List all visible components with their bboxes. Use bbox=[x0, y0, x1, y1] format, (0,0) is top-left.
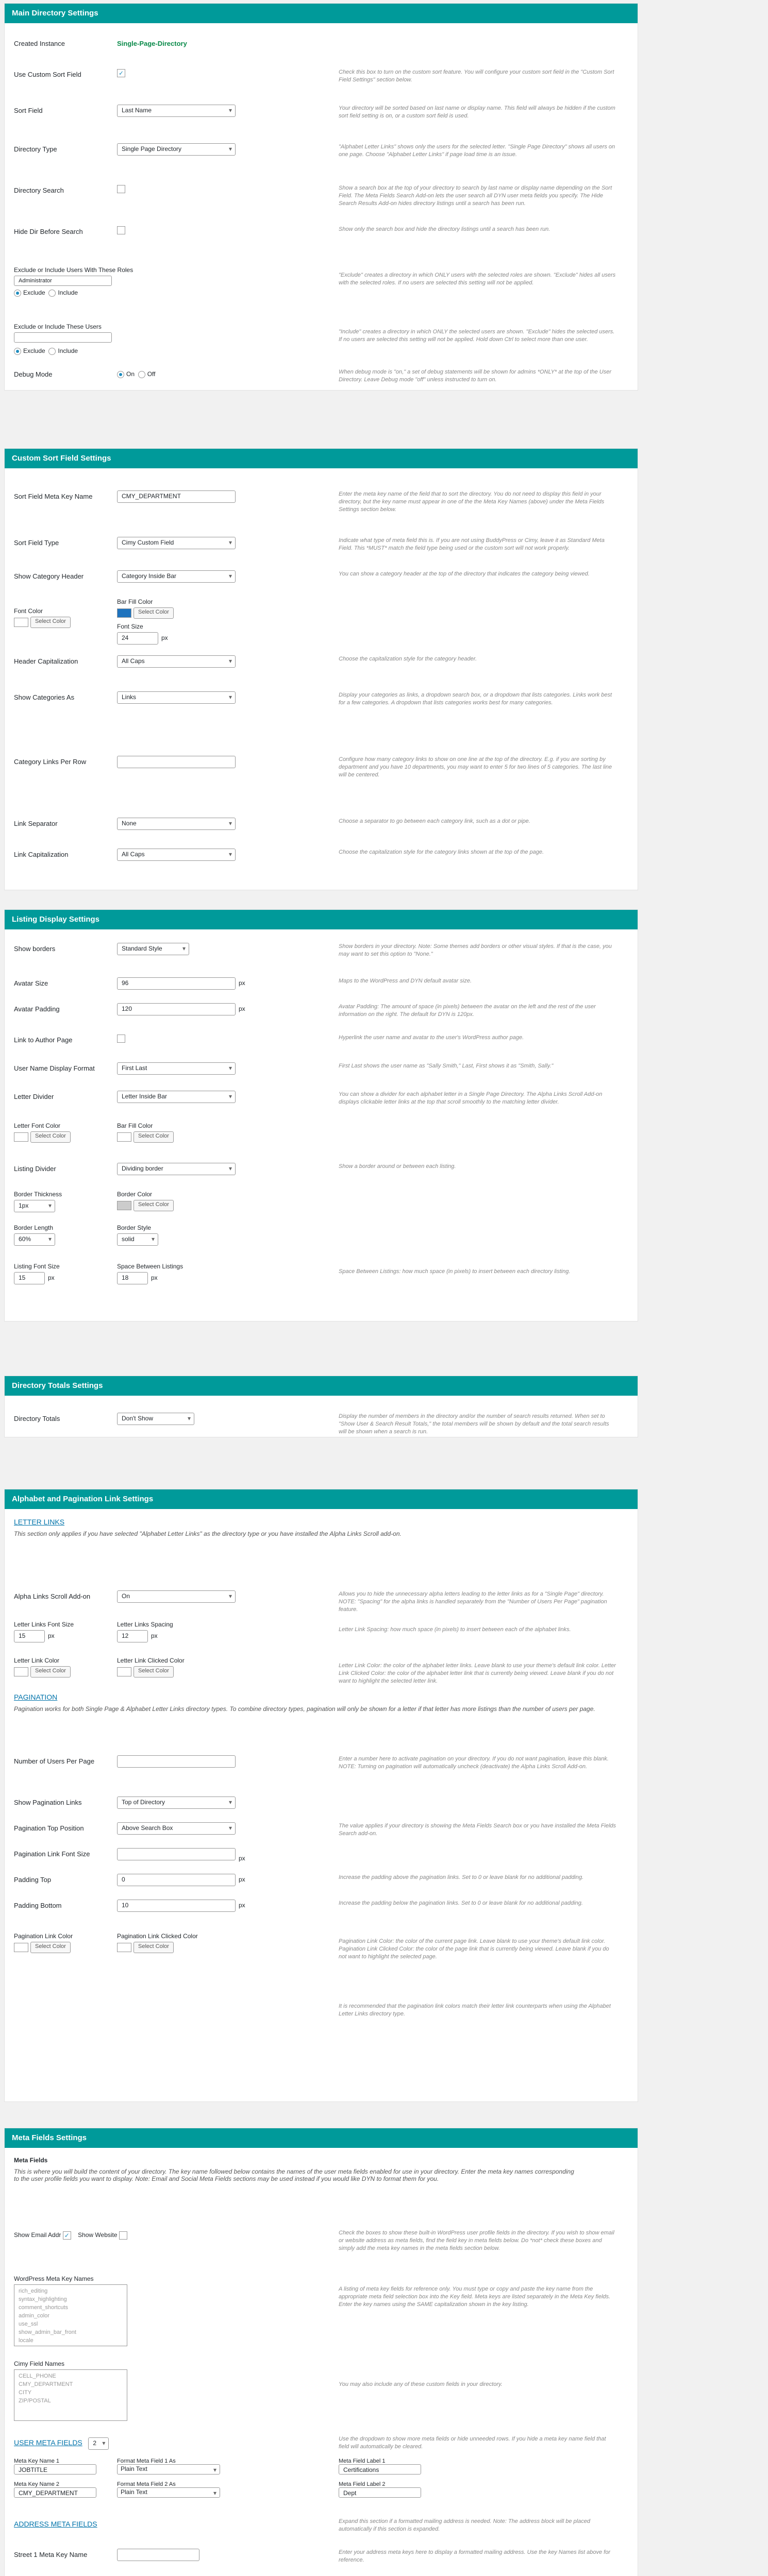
unit-label: px bbox=[239, 1876, 245, 1883]
select-color-button[interactable]: Select Color bbox=[133, 1666, 174, 1677]
border-style-label: Border Style bbox=[117, 1224, 152, 1231]
unit-label: px bbox=[151, 1274, 158, 1281]
excl-users-select[interactable] bbox=[14, 332, 112, 343]
excl-roles-select[interactable]: Administrator bbox=[14, 276, 112, 286]
select-color-button[interactable]: Select Color bbox=[30, 617, 71, 628]
font-color-label: Font Color bbox=[14, 607, 43, 615]
bar-fill-label: Bar Fill Color bbox=[117, 598, 153, 605]
mk1-label: Meta Key Name 1 bbox=[14, 2458, 60, 2464]
help-text: Check the boxes to show these built-in WordPress user profile fields in the directory. If you wish to show email or website address as meta fields, find the field key in meta fields below. Do *not* check these boxes and simply add the meta key names in the meta fields section below. bbox=[339, 2230, 614, 2251]
panel-title: Listing Display Settings bbox=[5, 910, 638, 929]
color-swatch[interactable] bbox=[117, 1943, 131, 1952]
select-color-button[interactable]: Select Color bbox=[30, 1131, 71, 1143]
select-color-button[interactable]: Select Color bbox=[133, 1200, 174, 1211]
letter-spacing-input[interactable]: 12 bbox=[117, 1630, 148, 1642]
help-text: When debug mode is "on," a set of debug statements will be shown for admins *ONLY* at the top of the User Directory. Leave Debug mode "off" unless instructed to turn on. bbox=[339, 369, 611, 383]
list-item: comment_shortcuts bbox=[19, 2304, 68, 2311]
help-text: Pagination Link Color: the color of the current page link. Leave blank to use your theme's default link color. Pagination Link Clicked Color: the color of the page link that is currently being viewed. Leave blank if you do not want to highlight the selected page. bbox=[339, 1938, 609, 1960]
pag-pos-label: Pagination Top Position bbox=[14, 1824, 84, 1832]
letter-links-note: This section only applies if you have selected "Alphabet Letter Links" as the directory type or you have installed the Alpha Links Scroll add-on. bbox=[14, 1530, 402, 1537]
mk2-label: Meta Key Name 2 bbox=[14, 2481, 60, 2487]
cat-links-row-input[interactable] bbox=[117, 756, 236, 768]
help-text: Display the number of members in the directory and/or the number of search results returned. When set to "Show User & Search Result Totals," the total members will be shown by default and the total search results will be shown when a search is run. bbox=[339, 1413, 609, 1435]
border-color-label: Border Color bbox=[117, 1191, 153, 1198]
divider-select[interactable]: Dividing border ▾ bbox=[117, 1163, 236, 1175]
letter-font-size-input[interactable]: 15 bbox=[14, 1630, 45, 1642]
pad-bot-label: Padding Bottom bbox=[14, 1902, 62, 1909]
header-cap-select[interactable]: All Caps ▾ bbox=[117, 655, 236, 668]
unit-label: px bbox=[239, 1855, 245, 1862]
link-author-checkbox[interactable] bbox=[117, 1035, 125, 1043]
main-settings-panel bbox=[4, 3, 638, 391]
help-text: Show borders in your directory. Note: Some themes add borders or other visual styles. If that is the case, you may want to set this option to "None." bbox=[339, 943, 612, 957]
pag-pos-select[interactable]: Above Search Box ▾ bbox=[117, 1822, 236, 1835]
space-label: Space Between Listings bbox=[117, 1263, 183, 1270]
users-per-page-input[interactable] bbox=[117, 1755, 236, 1768]
show-pag-select[interactable]: Top of Directory ▾ bbox=[117, 1797, 236, 1809]
letter-link-color-label: Letter Link Color bbox=[14, 1657, 60, 1664]
email-checkbox[interactable]: ✓ bbox=[63, 2231, 71, 2240]
divider-label: Listing Divider bbox=[14, 1165, 56, 1173]
color-swatch[interactable] bbox=[14, 1667, 28, 1676]
help-text: "Alphabet Letter Links" shows only the users for the selected letter. "Single Page Directory" shows all users on one page. Choose "Alphabet Letter Links" if page load time is an issue. bbox=[339, 144, 615, 158]
select-color-button[interactable]: Select Color bbox=[133, 1942, 174, 1953]
panel-title: Meta Fields Settings bbox=[5, 2128, 638, 2148]
users-per-page-label: Number of Users Per Page bbox=[14, 1757, 95, 1765]
link-sep-select[interactable]: None ▾ bbox=[117, 818, 236, 830]
listing-font-size-input[interactable]: 15 bbox=[14, 1272, 45, 1284]
border-color-swatch[interactable] bbox=[117, 1201, 131, 1210]
dir-type-label: Directory Type bbox=[14, 145, 57, 153]
pad-top-label: Padding Top bbox=[14, 1876, 52, 1884]
letter-spacing-label: Letter Links Spacing bbox=[117, 1621, 173, 1628]
sort-field-label: Sort Field bbox=[14, 107, 43, 114]
mk2-input[interactable]: CMY_DEPARTMENT bbox=[14, 2487, 96, 2498]
unit-label: px bbox=[151, 1632, 158, 1639]
border-thick-label: Border Thickness bbox=[14, 1191, 62, 1198]
exclude-label: Exclude bbox=[23, 289, 45, 296]
created-instance-value: Single-Page-Directory bbox=[117, 40, 187, 47]
letter-div-label: Letter Divider bbox=[14, 1093, 54, 1100]
list-item: use_ssl bbox=[19, 2321, 38, 2327]
border-len-label: Border Length bbox=[14, 1224, 54, 1231]
help-text: Maps to the WordPress and DYN default avatar size. bbox=[339, 978, 472, 984]
help-text: You can show a category header at the top of the directory that indicates the category being viewed. bbox=[339, 571, 590, 577]
cats-as-label: Show Categories As bbox=[14, 693, 75, 701]
border-style-select[interactable]: solid ▾ bbox=[117, 1233, 158, 1246]
created-instance-label: Created Instance bbox=[14, 40, 65, 47]
help-text: Space Between Listings: how much space (in pixels) to insert between each directory listing. bbox=[339, 1268, 571, 1275]
panel-title: Custom Sort Field Settings bbox=[5, 449, 638, 468]
listing-display-panel bbox=[4, 909, 638, 1321]
help-text: Display your categories as links, a dropdown search box, or a dropdown that lists categories. Links work best for a few categories. A dropdown that lists categories works best for many categories. bbox=[339, 692, 612, 706]
color-swatch[interactable] bbox=[14, 1943, 28, 1952]
include-radio[interactable] bbox=[48, 348, 56, 355]
help-text: Choose the capitalization style for the category header. bbox=[339, 656, 477, 662]
help-text: First Last shows the user name as "Sally Smith," Last, First shows it as "Smith, Sally." bbox=[339, 1063, 554, 1069]
help-text: Use the dropdown to show more meta fields or hide unneeded rows. If you hide a meta key name field that field will automatically be cleared. bbox=[339, 2436, 606, 2450]
letter-clicked-color-label: Letter Link Clicked Color bbox=[117, 1657, 185, 1664]
cat-links-row-label: Category Links Per Row bbox=[14, 758, 87, 766]
help-text: Choose the capitalization style for the category links shown at the top of the page. bbox=[339, 849, 544, 855]
pagination-note: Pagination works for both Single Page & Alphabet Letter Links directory types. To combine directory types, pagination will only be shown for a letter if that letter has more listings than the number of users per page. bbox=[14, 1705, 595, 1713]
website-label: Show Website bbox=[78, 2231, 118, 2239]
panel-title: Directory Totals Settings bbox=[5, 1376, 638, 1396]
ml2-label: Meta Field Label 2 bbox=[339, 2481, 386, 2487]
sort-type-label: Sort Field Type bbox=[14, 539, 59, 547]
exclude-label: Exclude bbox=[23, 347, 45, 354]
help-text: "Exclude" creates a directory in which ONLY users with the selected roles are shown. "Exclude" hides all users with the selected roles. If no users are selected this setting will not be applied. bbox=[339, 272, 616, 286]
totals-label: Directory Totals bbox=[14, 1415, 60, 1422]
cimy-keys-list[interactable] bbox=[14, 2369, 127, 2421]
panel-title: Alphabet and Pagination Link Settings bbox=[5, 1489, 638, 1509]
list-item: locale bbox=[19, 2337, 34, 2344]
unit-label: px bbox=[48, 1632, 55, 1639]
font-size-label: Font Size bbox=[117, 623, 143, 630]
ml1-input[interactable]: Certifications bbox=[339, 2464, 421, 2475]
list-item: CMY_DEPARTMENT bbox=[19, 2381, 73, 2387]
color-swatch[interactable] bbox=[117, 1132, 131, 1142]
custom-sort-panel bbox=[4, 448, 638, 890]
cats-as-select[interactable]: Links ▾ bbox=[117, 691, 236, 704]
help-text: Increase the padding below the pagination links. Set to 0 or leave blank for no additional padding. bbox=[339, 1900, 583, 1906]
ml2-input[interactable]: Dept bbox=[339, 2487, 421, 2498]
pad-top-input[interactable]: 0 bbox=[117, 1874, 236, 1886]
select-color-button[interactable]: Select Color bbox=[133, 1131, 174, 1143]
help-text: Configure how many category links to show on one line at the top of the directory. E.g. if you are sorting by department and you have 10 departments, you may want to enter 5 for two lines of 5 categories. The last line will be centered. bbox=[339, 756, 612, 778]
color-swatch[interactable] bbox=[117, 1667, 131, 1676]
help-text: You may also include any of these custom fields in your directory. bbox=[339, 2381, 503, 2387]
list-item: CELL_PHONE bbox=[19, 2373, 56, 2379]
dir-search-label: Directory Search bbox=[14, 187, 64, 194]
unit-label: px bbox=[239, 1902, 245, 1909]
help-text: Increase the padding above the pagination links. Set to 0 or leave blank for no additional padding. bbox=[339, 1874, 584, 1880]
meta-subtitle: Meta Fields bbox=[14, 2157, 48, 2164]
help-text: Choose a separator to go between each category link, such as a dot or pipe. bbox=[339, 818, 530, 824]
help-text: Your directory will be sorted based on last name or display name. This field will always be hidden if the custom sort field setting is on, or a custom sort field is used. bbox=[339, 105, 615, 119]
exclude-radio[interactable] bbox=[14, 290, 21, 297]
cat-header-label: Show Category Header bbox=[14, 572, 84, 580]
user-meta-count-select[interactable]: 2 ▾ bbox=[88, 2437, 109, 2450]
cat-header-select[interactable]: Category Inside Bar ▾ bbox=[117, 570, 236, 583]
ff1-select[interactable]: Plain Text ▾ bbox=[117, 2464, 220, 2475]
help-text: Indicate what type of meta field this is. If you are not using BuddyPress or Cimy, leave it as Standard Meta Field. This *MUST* match the field type being used or the custom sort will not work properly. bbox=[339, 537, 605, 551]
help-text: Letter Link Spacing: how much space (in pixels) to insert between each of the alphabet links. bbox=[339, 1626, 571, 1633]
unit-label: px bbox=[48, 1274, 55, 1281]
help-text: A listing of meta key fields for reference only. You must type or copy and paste the key name from the appropriate meta field selection box into the Key field. Meta keys are listed separately in the Meta Key fields. Enter the key names using the SAME capitalization shown in the key listing. bbox=[339, 2286, 611, 2308]
pag-font-input[interactable] bbox=[117, 1848, 236, 1860]
letter-links-heading: LETTER LINKS bbox=[14, 1518, 65, 1526]
bar-fill-color-label: Bar Fill Color bbox=[117, 1122, 153, 1129]
help-text: Letter Link Color: the color of the alphabet letter links. Leave blank to use your theme's default link color. Letter Link Clicked Color: the color of the alphabet letter link that is currently being viewed. Leave blank if you do not want to highlight the selected letter link. bbox=[339, 1663, 616, 1684]
user-meta-heading: USER META FIELDS bbox=[14, 2438, 82, 2447]
help-text: "Include" creates a directory in which ONLY the selected users are shown. "Exclude" hides the selected users. If no users are selected this setting will not be applied. Hold down Ctrl to select more than one user. bbox=[339, 329, 615, 343]
off-label: Off bbox=[147, 370, 156, 378]
unit-label: px bbox=[239, 1005, 245, 1012]
address-heading[interactable]: ADDRESS META FIELDS bbox=[14, 2520, 97, 2528]
exclude-radio[interactable] bbox=[14, 348, 21, 355]
pagination-tip: It is recommended that the pagination link colors match their letter link counterparts when using the Alphabet Letter Links directory type. bbox=[339, 2003, 611, 2017]
borders-label: Show borders bbox=[14, 945, 56, 953]
pag-clicked-label: Pagination Link Clicked Color bbox=[117, 1933, 198, 1940]
help-text: Enter your address meta keys here to display a formatted mailing address. Use the key Names list above for reference. bbox=[339, 2549, 611, 2563]
link-author-label: Link to Author Page bbox=[14, 1036, 73, 1044]
font-size-input[interactable]: 24 bbox=[117, 632, 158, 645]
font-color-swatch[interactable] bbox=[14, 618, 28, 627]
unit-label: px bbox=[239, 979, 245, 987]
hide-before-checkbox[interactable] bbox=[117, 226, 125, 234]
pag-color-label: Pagination Link Color bbox=[14, 1933, 73, 1940]
avatar-label: Avatar Size bbox=[14, 979, 48, 987]
letter-div-select[interactable]: Letter Inside Bar ▾ bbox=[117, 1091, 236, 1103]
excl-roles-label: Exclude or Include Users With These Roles bbox=[14, 266, 133, 274]
use-custom-sort-label: Use Custom Sort Field bbox=[14, 71, 81, 78]
list-item: syntax_highlighting bbox=[19, 2296, 67, 2302]
borders-select[interactable]: Standard Style ▾ bbox=[117, 943, 189, 955]
select-color-button[interactable]: Select Color bbox=[30, 1666, 71, 1677]
border-thick-select[interactable]: 1px ▾ bbox=[14, 1200, 55, 1212]
debug-label: Debug Mode bbox=[14, 370, 53, 378]
scroll-label: Alpha Links Scroll Add-on bbox=[14, 1592, 91, 1600]
pagination-heading: PAGINATION bbox=[14, 1693, 58, 1701]
link-cap-select[interactable]: All Caps ▾ bbox=[117, 849, 236, 861]
help-text: You can show a divider for each alphabet letter in a Single Page Directory. The Alpha Links Scroll Add-on displays clickable letter links at the top that scroll smoothly to the matching letter divider. bbox=[339, 1091, 603, 1105]
email-label: Show Email Addr bbox=[14, 2231, 61, 2239]
select-color-button[interactable]: Select Color bbox=[30, 1942, 71, 1953]
help-text: Enter the meta key name of the field that to sort the directory. You do not need to display this field in your directory, but the key name must appear in one of the the Meta Key Names (above) under the Meta Fields Settings section below. bbox=[339, 491, 605, 513]
border-len-select[interactable]: 60% ▾ bbox=[14, 1233, 55, 1246]
list-item: show_admin_bar_front bbox=[19, 2329, 76, 2335]
pad-bot-input[interactable]: 10 bbox=[117, 1900, 236, 1912]
on-label: On bbox=[126, 370, 135, 378]
include-label: Include bbox=[58, 289, 78, 296]
help-text: Allows you to hide the unnecessary alpha letters leading to the letter links as for a "Single Page" directory. NOTE: "Spacing" for the alpha links is handled separately from the "Number of Users Per Page" pagination feature. bbox=[339, 1591, 607, 1613]
meta-key-input[interactable]: CMY_DEPARTMENT bbox=[117, 490, 236, 503]
help-text: Show a border around or between each listing. bbox=[339, 1163, 456, 1170]
help-text: Show a search box at the top of your directory to search by last name or display name depending on the Sort Field. The Meta Fields Search Add-on lets the user search all DYN user meta fields you specify. The Hide Search Results Add-on hides directory listings until a search has been run. bbox=[339, 185, 612, 207]
help-text: Enter a number here to activate pagination on your directory. If you do not want pagination, leave this blank. NOTE: Turning on pagination will automatically uncheck (deactivate) the Alpha Links Scroll Add-on. bbox=[339, 1756, 609, 1770]
cimy-label: Cimy Field Names bbox=[14, 2360, 65, 2367]
list-item: ZIP/POSTAL bbox=[19, 2398, 51, 2404]
help-text: Check this box to turn on the custom sort feature. You will configure your custom sort field in the "Custom Sort Field Settings" section below. bbox=[339, 69, 614, 83]
space-input[interactable]: 18 bbox=[117, 1272, 148, 1284]
help-text: The value applies if your directory is showing the Meta Fields Search box or you have installed the Meta Fields Search add-on. bbox=[339, 1823, 616, 1837]
ff2-select[interactable]: Plain Text ▾ bbox=[117, 2487, 220, 2498]
header-cap-label: Header Capitalization bbox=[14, 657, 78, 665]
meta-note: This is where you will build the content of your directory. The key name followed below contains the names of the user meta fields enabled for use in your directory. Enter the meta key names corresponding to the user profile fields you want to display. Note: Email and Social Meta Fields sections may be used instead if you would like DYN to format them for you. bbox=[14, 2168, 574, 2182]
list-item: admin_color bbox=[19, 2313, 49, 2319]
excl-users-label: Exclude or Include These Users bbox=[14, 323, 102, 330]
ff2-label: Format Meta Field 2 As bbox=[117, 2481, 176, 2487]
include-label: Include bbox=[58, 347, 78, 354]
unit-label: px bbox=[161, 634, 168, 641]
scroll-select[interactable]: On ▾ bbox=[117, 1590, 236, 1603]
link-sep-label: Link Separator bbox=[14, 820, 58, 827]
list-item: rich_editing bbox=[19, 2288, 48, 2294]
color-swatch[interactable] bbox=[14, 1132, 28, 1142]
directory-totals-panel bbox=[4, 1376, 638, 1437]
debug-off-radio[interactable] bbox=[138, 371, 145, 378]
meta-key-label: Sort Field Meta Key Name bbox=[14, 493, 93, 500]
letter-font-size-label: Letter Links Font Size bbox=[14, 1621, 74, 1628]
show-pag-label: Show Pagination Links bbox=[14, 1799, 82, 1806]
hide-before-label: Hide Dir Before Search bbox=[14, 228, 83, 235]
name-fmt-select[interactable]: First Last ▾ bbox=[117, 1062, 236, 1075]
wp-keys-label: WordPress Meta Key Names bbox=[14, 2275, 94, 2282]
wp-keys-list[interactable] bbox=[14, 2284, 127, 2346]
pag-font-label: Pagination Link Font Size bbox=[14, 1850, 90, 1858]
include-radio[interactable] bbox=[48, 290, 56, 297]
dir-type-select[interactable]: Single Page Directory ▾ bbox=[117, 143, 236, 156]
avatar-pad-label: Avatar Padding bbox=[14, 1005, 60, 1013]
totals-select[interactable]: Don't Show ▾ bbox=[117, 1413, 194, 1425]
dir-search-checkbox[interactable] bbox=[117, 185, 125, 193]
debug-on-radio[interactable] bbox=[117, 371, 124, 378]
listing-font-size-label: Listing Font Size bbox=[14, 1263, 60, 1270]
list-item: CITY bbox=[19, 2389, 32, 2396]
sort-field-select[interactable]: Last Name ▾ bbox=[117, 105, 236, 117]
website-checkbox[interactable] bbox=[119, 2231, 127, 2240]
help-text: Expand this section if a formatted mailing address is needed. Note: The address block will be placed automatically if this section is expanded. bbox=[339, 2518, 590, 2532]
ml1-label: Meta Field Label 1 bbox=[339, 2458, 386, 2464]
sort-type-select[interactable]: Cimy Custom Field ▾ bbox=[117, 537, 236, 549]
help-text: Hyperlink the user name and avatar to the user's WordPress author page. bbox=[339, 1035, 524, 1041]
street1-input[interactable] bbox=[117, 2549, 199, 2561]
meta-fields-panel bbox=[4, 2128, 638, 2576]
alphabet-pagination-panel bbox=[4, 1489, 638, 2102]
ff1-label: Format Meta Field 1 As bbox=[117, 2458, 176, 2464]
avatar-pad-input[interactable]: 120 bbox=[117, 1003, 236, 1015]
panel-title: Main Directory Settings bbox=[5, 4, 638, 23]
use-custom-sort-checkbox[interactable]: ✓ bbox=[117, 69, 125, 77]
mk1-input[interactable]: JOBTITLE bbox=[14, 2464, 96, 2475]
street1-label: Street 1 Meta Key Name bbox=[14, 2551, 88, 2558]
avatar-input[interactable]: 96 bbox=[117, 977, 236, 990]
select-color-button[interactable]: Select Color bbox=[133, 607, 174, 619]
letter-font-color-label: Letter Font Color bbox=[14, 1122, 61, 1129]
help-text: Show only the search box and hide the directory listings until a search has been run. bbox=[339, 226, 550, 232]
help-text: Avatar Padding: The amount of space (in pixels) between the avatar on the left and the rest of the user information on the right. The default for DYN is 120px. bbox=[339, 1004, 596, 1018]
name-fmt-label: User Name Display Format bbox=[14, 1064, 95, 1072]
bar-fill-swatch[interactable] bbox=[117, 608, 131, 618]
link-cap-label: Link Capitalization bbox=[14, 851, 69, 858]
